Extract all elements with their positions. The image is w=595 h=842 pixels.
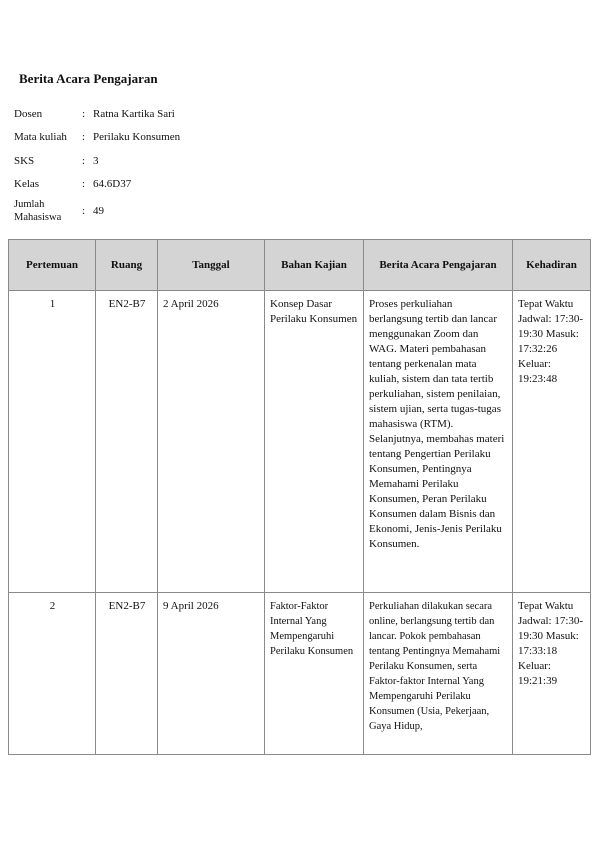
info-separator: : bbox=[82, 107, 86, 120]
info-separator: : bbox=[82, 154, 86, 167]
cell-berita-acara: Proses perkuliahan berlangsung tertib dan lancar menggunakan Zoom dan WAG. Materi pembahasan tentang perkenalan mata kuliah, sistem dan tata tertib perkuliahan, sistem penilaian, sistem ujian, serta tugas-tugas mahasiswa (RTM). Selanjutnya, membahas materi tentang Pengertian Perilaku Konsumen, Pentingnya Memahami Perilaku Konsumen, Peran Perilaku Konsumen dalam Bisnis dan Ekonomi, Jenis-Jenis Perilaku Konsumen. bbox=[364, 291, 513, 593]
info-separator: : bbox=[82, 205, 86, 217]
header-ruang: Ruang bbox=[96, 240, 158, 291]
info-value: 49 bbox=[93, 205, 104, 217]
info-label: Mata kuliah bbox=[14, 131, 67, 144]
info-label: Kelas bbox=[14, 178, 40, 191]
info-value: 64.6D37 bbox=[93, 178, 132, 191]
cell-tanggal: 2 April 2026 bbox=[158, 291, 265, 593]
cell-kehadiran: Tepat Waktu Jadwal: 17:30-19:30 Masuk: 17:32:26 Keluar: 19:23:48 bbox=[513, 291, 591, 593]
info-separator: : bbox=[82, 131, 86, 144]
info-separator: : bbox=[82, 178, 86, 191]
cell-kehadiran: Tepat Waktu Jadwal: 17:30-19:30 Masuk: 17:33:18 Keluar: 19:21:39 bbox=[513, 593, 591, 755]
info-row-kelas bbox=[14, 173, 180, 197]
cell-tanggal: 9 April 2026 bbox=[158, 593, 265, 755]
cell-bahan-kajian: Konsep Dasar Perilaku Konsumen bbox=[265, 291, 364, 593]
header-bahan-kajian: Bahan Kajian bbox=[265, 240, 364, 291]
course-info bbox=[14, 102, 180, 226]
cell-berita-acara: Perkuliahan dilakukan secara online, berlangsung tertib dan lancar. Pokok pembahasan tentang Pentingnya Memahami Perilaku Konsumen, serta Faktor-faktor Internal Yang Mempengaruhi Perilaku Konsumen (Usia, Pekerjaan, Gaya Hidup, bbox=[364, 593, 513, 755]
info-label: SKS bbox=[14, 154, 35, 167]
table-row bbox=[9, 291, 591, 593]
page-title: Berita Acara Pengajaran bbox=[19, 71, 158, 86]
info-value: 3 bbox=[93, 154, 99, 167]
header-kehadiran: Kehadiran bbox=[513, 240, 591, 291]
info-row-mata-kuliah bbox=[14, 126, 180, 150]
info-row-dosen bbox=[14, 102, 180, 126]
header-tanggal: Tanggal bbox=[158, 240, 265, 291]
header-pertemuan: Pertemuan bbox=[9, 240, 96, 291]
teaching-log-table bbox=[8, 239, 591, 755]
info-row-sks bbox=[14, 149, 180, 173]
table-header-row bbox=[9, 240, 591, 291]
cell-bahan-kajian: Faktor-Faktor Internal Yang Mempengaruhi Perilaku Konsumen bbox=[265, 593, 364, 755]
info-value: Ratna Kartika Sari bbox=[93, 107, 175, 120]
cell-ruang: EN2-B7 bbox=[96, 291, 158, 593]
info-value: Perilaku Konsumen bbox=[93, 131, 181, 144]
info-label: Jumlah Mahasiswa bbox=[14, 199, 62, 223]
cell-pertemuan: 2 bbox=[9, 593, 96, 755]
header-berita-acara: Berita Acara Pengajaran bbox=[364, 240, 513, 291]
cell-pertemuan: 1 bbox=[9, 291, 96, 593]
info-row-jumlah-mahasiswa bbox=[14, 196, 180, 226]
cell-ruang: EN2-B7 bbox=[96, 593, 158, 755]
info-label: Dosen bbox=[14, 107, 43, 120]
table-row bbox=[9, 593, 591, 755]
